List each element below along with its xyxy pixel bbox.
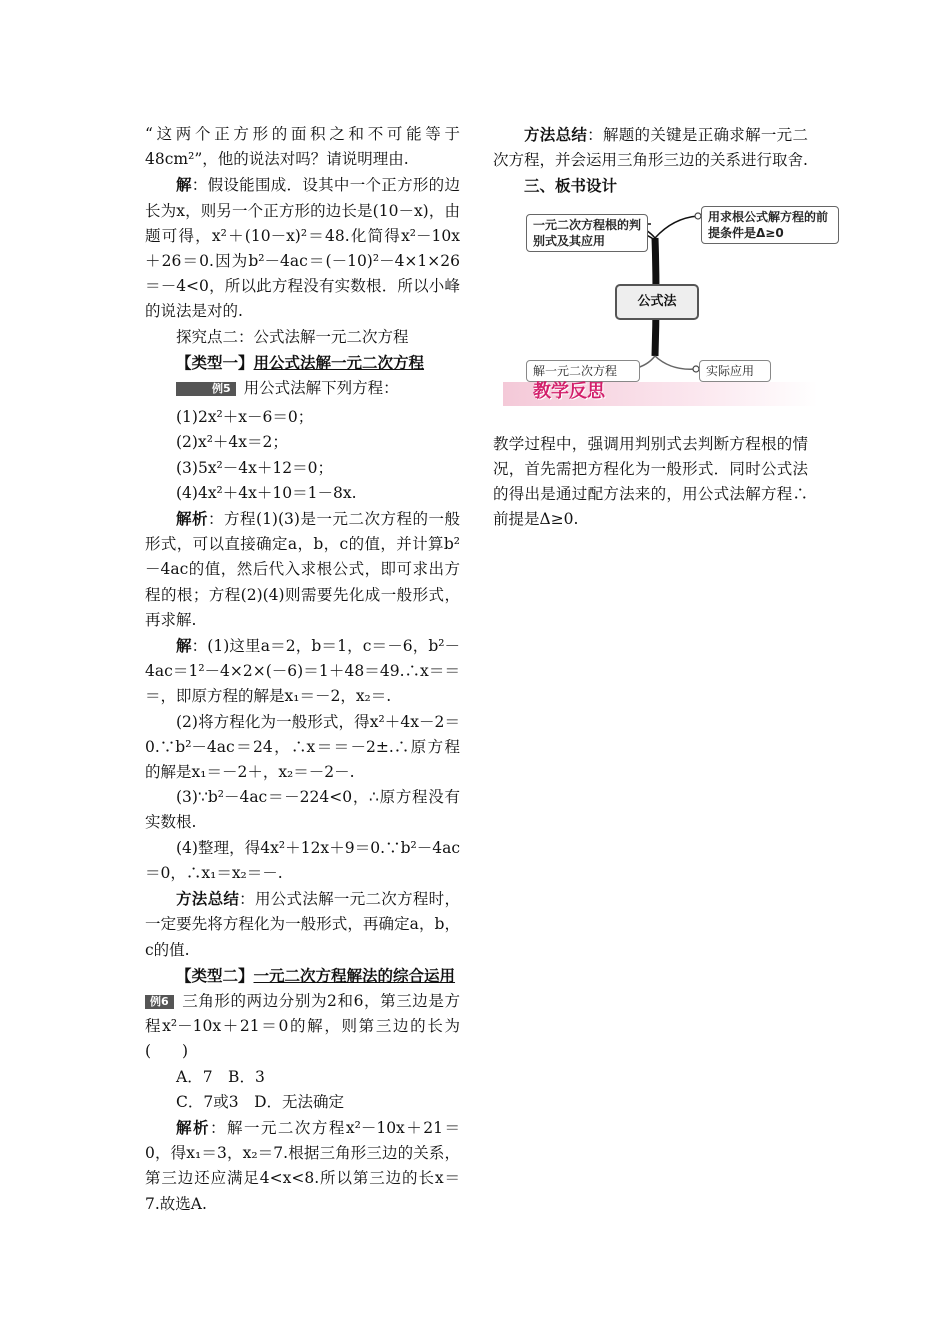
section-3-heading: 三、板书设计 [524,176,618,196]
solution-4: (4)整理，得4x²＋12x＋9＝0.∵b²－4ac＝0，∴x₁＝x₂＝－. [145,838,460,882]
options-cd: C．7或3 D．无法确定 [176,1092,345,1111]
left-column [145,122,460,1217]
solve-label: 解 [176,175,192,195]
banner-title: 教学反思 [533,380,605,402]
node-discriminant: 一元二次方程根的判别式及其应用 [526,214,648,252]
method-summary: 方法总结：用公式法解一元二次方程时，一定要先将方程化为一般形式，再确定a，b，c的值. [145,889,460,959]
analysis-2-label: 解析 [176,1117,210,1137]
analysis-2: 解析：解一元二次方程x²－10x＋21＝0，得x₁＝3，x₂＝7.根据三角形三边的关系，第三边还应满足4<x<8.所以第三边的长x＝7.故选A. [145,1117,460,1213]
equation-2: (2)x²＋4x＝2； [176,433,288,452]
method-label-right: 方法总结 [524,125,588,144]
reflection-banner [503,382,818,406]
node-formula-method: 公式法 [615,284,699,320]
solve-text: ：假设能围成．设其中一个正方形的边长为x，则另一个正方形的边长是(10－x)，由题可得，x²＋(10－x)²＝48.化简得x²－10x＋26＝0.因为b²－4ac＝(－10)²－4×1×26＝－4<0，所以此方程没有实数根．所以小峰的说法是对的. [145,176,460,321]
solution-1: 解：(1)这里a＝2，b＝1，c＝－6，b²－4ac＝1²－4×2×(－6)＝1＋48＝49.∴x＝＝＝，即原方程的解是x₁＝－2，x₂＝. [145,636,460,706]
example-6-text: 三角形的两边分别为2和6，第三边是方程x²－10x＋21＝0的解，则第三边的长为( ) [145,991,460,1061]
example-5 [145,376,460,401]
analysis-label: 解析 [176,509,209,529]
sol-label: 解 [176,636,192,656]
equation-4: (4)4x²＋4x＋10＝1－8x. [176,483,357,502]
analysis-text: ：方程(1)(3)是一元二次方程的一般形式，可以直接确定a，b，c的值，并计算b²－4ac的值，然后代入求根公式，即可求出方程的根；方程(2)(4)则需要先化成一般形式，再求解. [145,510,460,629]
node-precondition: 用求根公式解方程的前提条件是Δ≥0 [701,206,839,244]
solution-paragraph [145,172,460,324]
node-application: 实际应用 [699,360,771,382]
example-6 [145,989,460,1065]
equation-1: (1)2x²＋x－6＝0； [176,408,314,427]
explore-point-2: 探究点二：公式法解一元二次方程 [176,327,409,346]
board-design-diagram [493,206,829,406]
type1-heading: 【类型一】用公式法解一元二次方程 [176,352,425,372]
equation-3: (3)5x²－4x＋12＝0； [176,458,333,477]
options-ab: A．7 B．3 [176,1067,265,1086]
analysis-paragraph [145,506,460,633]
node-solve-equation: 解一元二次方程 [526,360,640,382]
type2-heading: 【类型二】一元二次方程解法的综合运用 [176,965,456,985]
problem-intro: “这两个正方形的面积之和不可能等于48cm²”，他的说法对吗？请说明理由. [145,125,460,169]
solution-3: (3)∵b²－4ac＝－224<0，∴原方程没有实数根. [145,788,460,832]
example-6-badge: 例6 [145,995,174,1009]
reflection-text: 教学过程中，强调用判别式去判断方程根的情况，首先需把方程化为一般形式．同时公式法的得出是通过配方法来的，用公式法解方程∴前提是Δ≥0. [493,434,808,529]
type2-title: 一元二次方程解法的综合运用 [253,965,456,985]
solution-2: (2)将方程化为一般形式，得x²＋4x－2＝0.∵b²－4ac＝24，∴x＝＝－2±.∴原方程的解是x₁＝－2＋，x₂＝－2－. [145,712,460,782]
example-5-text: 用公式法解下列方程： [243,379,399,398]
type1-title: 用公式法解一元二次方程 [253,352,425,372]
method-summary-right: 方法总结：解题的关键是正确求解一元二次方程，并会运用三角形三边的关系进行取舍. [493,125,808,170]
right-column [493,122,829,532]
example-5-badge: 例5 [176,382,236,396]
method-label: 方法总结 [176,889,240,909]
